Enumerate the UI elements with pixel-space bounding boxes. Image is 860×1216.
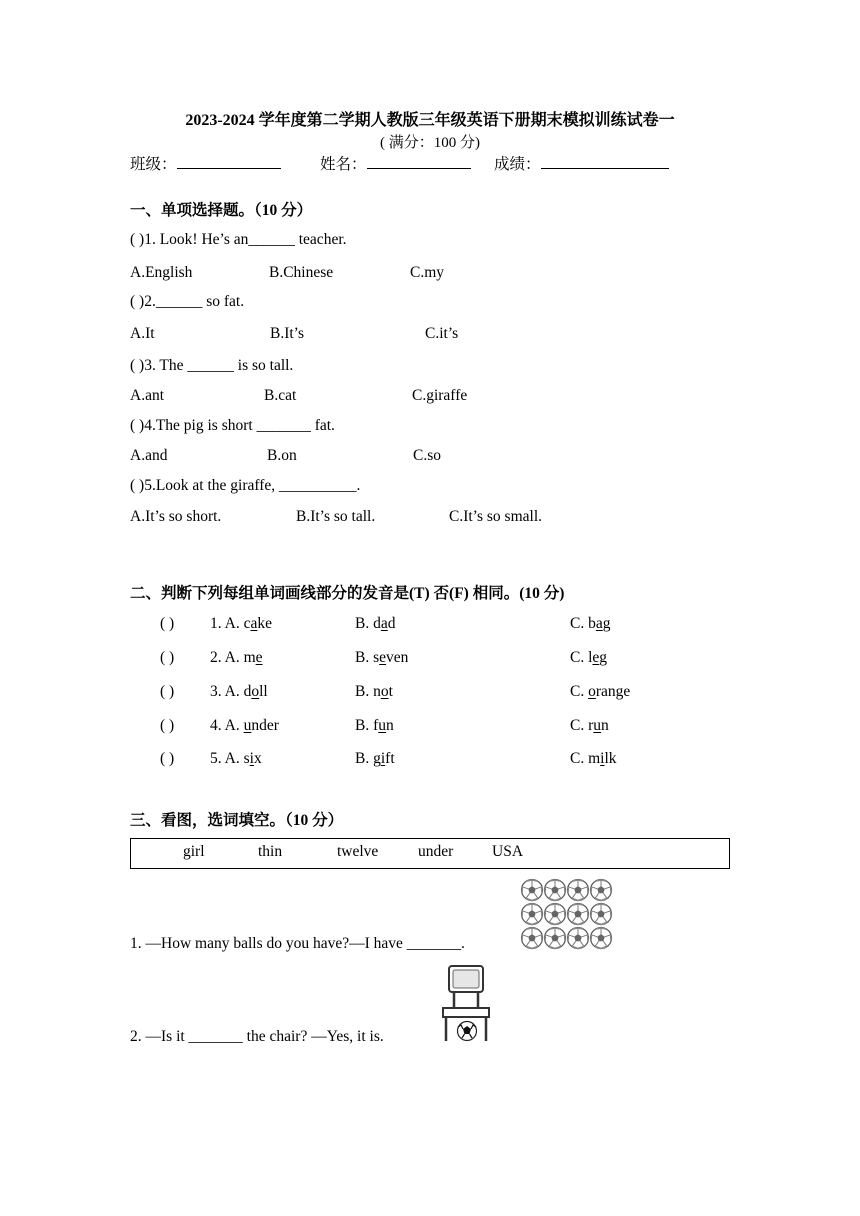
row-number: 2. A. bbox=[210, 649, 244, 666]
soccer-ball-icon bbox=[591, 904, 612, 925]
word-a bbox=[210, 649, 263, 667]
class-field bbox=[130, 152, 281, 174]
section1-heading: 一、单项选择题。（10 分） bbox=[130, 202, 313, 219]
question-stem: ( )2.______ so fat. bbox=[130, 293, 245, 310]
name-blank[interactable] bbox=[367, 154, 471, 169]
name-field bbox=[320, 152, 471, 174]
word-c bbox=[570, 615, 610, 633]
word-part: r bbox=[588, 717, 594, 734]
word-part: lk bbox=[604, 750, 617, 767]
answer-paren[interactable]: ( ) bbox=[160, 615, 175, 632]
word-c bbox=[570, 683, 630, 701]
class-blank[interactable] bbox=[177, 154, 281, 169]
word-bank bbox=[130, 838, 730, 869]
row-number: 3. A. bbox=[210, 683, 244, 700]
word-part: s bbox=[243, 750, 250, 767]
option-b[interactable]: B.It’s bbox=[270, 325, 305, 342]
word-part: range bbox=[595, 683, 631, 700]
question-stem: ( )3. The ______ is so tall. bbox=[130, 357, 294, 374]
option-a[interactable]: A.ant bbox=[130, 387, 165, 404]
word-bank-item: under bbox=[418, 843, 454, 860]
row-number: 5. A. bbox=[210, 750, 244, 767]
word-part: g bbox=[373, 750, 381, 767]
option-b[interactable]: B.cat bbox=[264, 387, 297, 404]
word-part: t bbox=[388, 683, 393, 700]
option-a[interactable]: A.It bbox=[130, 325, 155, 342]
word-part: ke bbox=[257, 615, 273, 632]
word-part: n bbox=[386, 717, 394, 734]
option-b[interactable]: B.It’s so tall. bbox=[296, 508, 376, 525]
word-part: d bbox=[243, 683, 252, 700]
underlined-letter: a bbox=[250, 615, 258, 632]
underlined-letter: o bbox=[251, 683, 260, 700]
question-stem: ( )5.Look at the giraffe, __________. bbox=[130, 477, 361, 494]
option-prefix: C. bbox=[570, 750, 589, 767]
option-c[interactable]: C.so bbox=[413, 447, 441, 464]
answer-paren[interactable]: ( ) bbox=[160, 750, 175, 767]
score-label: 成绩： bbox=[494, 156, 541, 173]
word-part: nder bbox=[251, 717, 279, 734]
soccer-ball-icon bbox=[545, 928, 566, 949]
soccer-ball-icon bbox=[545, 904, 566, 925]
underlined-letter: o bbox=[380, 683, 389, 700]
section2-heading: 二、判断下列每组单词画线部分的发音是(T) 否(F) 相同。(10 分) bbox=[130, 585, 565, 602]
word-part: m bbox=[588, 750, 601, 767]
word-part: n bbox=[601, 717, 609, 734]
word-part: x bbox=[253, 750, 262, 767]
word-bank-item: twelve bbox=[337, 843, 379, 860]
option-prefix: B. bbox=[355, 649, 374, 666]
score-blank[interactable] bbox=[541, 154, 669, 169]
word-part: d bbox=[387, 615, 396, 632]
word-part: m bbox=[243, 649, 256, 666]
word-c bbox=[570, 717, 609, 735]
soccer-balls-image bbox=[520, 878, 616, 950]
word-part: f bbox=[373, 717, 379, 734]
word-a bbox=[210, 615, 272, 633]
option-b[interactable]: B.Chinese bbox=[269, 264, 334, 281]
underlined-letter: e bbox=[379, 649, 387, 666]
option-c[interactable]: C.giraffe bbox=[412, 387, 468, 404]
option-c[interactable]: C.my bbox=[410, 264, 445, 281]
underlined-letter: i bbox=[600, 750, 605, 767]
underlined-letter: u bbox=[243, 717, 252, 734]
section3-heading: 三、看图，选词填空。（10 分） bbox=[130, 812, 344, 829]
option-prefix: C. bbox=[570, 717, 589, 734]
option-prefix: C. bbox=[570, 649, 589, 666]
word-part: d bbox=[373, 615, 381, 632]
chair-with-ball-image bbox=[440, 964, 492, 1044]
soccer-ball-icon bbox=[591, 928, 612, 949]
soccer-ball-icon bbox=[522, 928, 543, 949]
option-a[interactable]: A.and bbox=[130, 447, 168, 464]
question-stem: ( )4.The pig is short _______ fat. bbox=[130, 417, 335, 434]
word-part: ll bbox=[259, 683, 268, 700]
word-b bbox=[355, 717, 394, 735]
word-part: n bbox=[373, 683, 381, 700]
question-stem: ( )1. Look! He’s an______ teacher. bbox=[130, 231, 347, 248]
word-b bbox=[355, 750, 395, 768]
section3-question-1: 1. —How many balls do you have?—I have _______. bbox=[130, 935, 465, 952]
word-bank-item: girl bbox=[183, 843, 205, 860]
name-label: 姓名： bbox=[320, 156, 367, 173]
word-part: g bbox=[599, 649, 608, 666]
word-a bbox=[210, 683, 268, 701]
word-part: g bbox=[602, 615, 611, 632]
exam-subtitle: ( 满分：100 分) bbox=[380, 135, 480, 151]
row-number: 4. A. bbox=[210, 717, 244, 734]
underlined-letter: o bbox=[588, 683, 596, 700]
soccer-ball-icon bbox=[522, 880, 543, 901]
word-a bbox=[210, 750, 262, 768]
underlined-letter: a bbox=[595, 615, 603, 632]
word-b bbox=[355, 683, 393, 701]
option-prefix: C. bbox=[570, 615, 589, 632]
underlined-letter: a bbox=[380, 615, 388, 632]
word-c bbox=[570, 750, 617, 768]
answer-paren[interactable]: ( ) bbox=[160, 717, 175, 734]
option-c[interactable]: C.it’s bbox=[425, 325, 459, 342]
score-field bbox=[494, 152, 669, 174]
word-part: l bbox=[588, 649, 593, 666]
word-bank-item: USA bbox=[492, 843, 524, 860]
option-a[interactable]: A.English bbox=[130, 264, 193, 281]
option-b[interactable]: B.on bbox=[267, 447, 297, 464]
underlined-letter: u bbox=[593, 717, 602, 734]
underlined-letter: i bbox=[249, 750, 254, 767]
word-part: c bbox=[243, 615, 251, 632]
option-prefix: B. bbox=[355, 615, 374, 632]
row-number: 1. A. bbox=[210, 615, 244, 632]
section3-question-2: 2. —Is it _______ the chair? —Yes, it is. bbox=[130, 1028, 384, 1045]
soccer-ball-icon bbox=[545, 880, 566, 901]
exam-title: 2023-2024 学年度第二学期人教版三年级英语下册期末模拟训练试卷一 bbox=[185, 112, 675, 129]
option-c[interactable]: C.It’s so small. bbox=[449, 508, 543, 525]
soccer-ball-icon bbox=[568, 928, 589, 949]
soccer-ball-icon bbox=[568, 880, 589, 901]
option-prefix: B. bbox=[355, 750, 374, 767]
word-b bbox=[355, 649, 408, 667]
underlined-letter: e bbox=[255, 649, 263, 666]
soccer-ball-icon bbox=[591, 880, 612, 901]
word-c bbox=[570, 649, 607, 667]
soccer-ball-icon bbox=[568, 904, 589, 925]
option-prefix: C. bbox=[570, 683, 589, 700]
soccer-ball-icon bbox=[522, 904, 543, 925]
word-part: ven bbox=[386, 649, 409, 666]
underlined-letter: i bbox=[380, 750, 386, 767]
class-label: 班级： bbox=[130, 156, 177, 173]
option-prefix: B. bbox=[355, 683, 374, 700]
word-part: ft bbox=[385, 750, 395, 767]
word-a bbox=[210, 717, 279, 735]
answer-paren[interactable]: ( ) bbox=[160, 683, 175, 700]
word-part: s bbox=[373, 649, 380, 666]
word-b bbox=[355, 615, 395, 633]
underlined-letter: u bbox=[378, 717, 387, 734]
word-part: b bbox=[588, 615, 596, 632]
option-prefix: B. bbox=[355, 717, 374, 734]
option-a[interactable]: A.It’s so short. bbox=[130, 508, 222, 525]
word-bank-item: thin bbox=[258, 843, 283, 860]
underlined-letter: e bbox=[592, 649, 600, 666]
answer-paren[interactable]: ( ) bbox=[160, 649, 175, 666]
